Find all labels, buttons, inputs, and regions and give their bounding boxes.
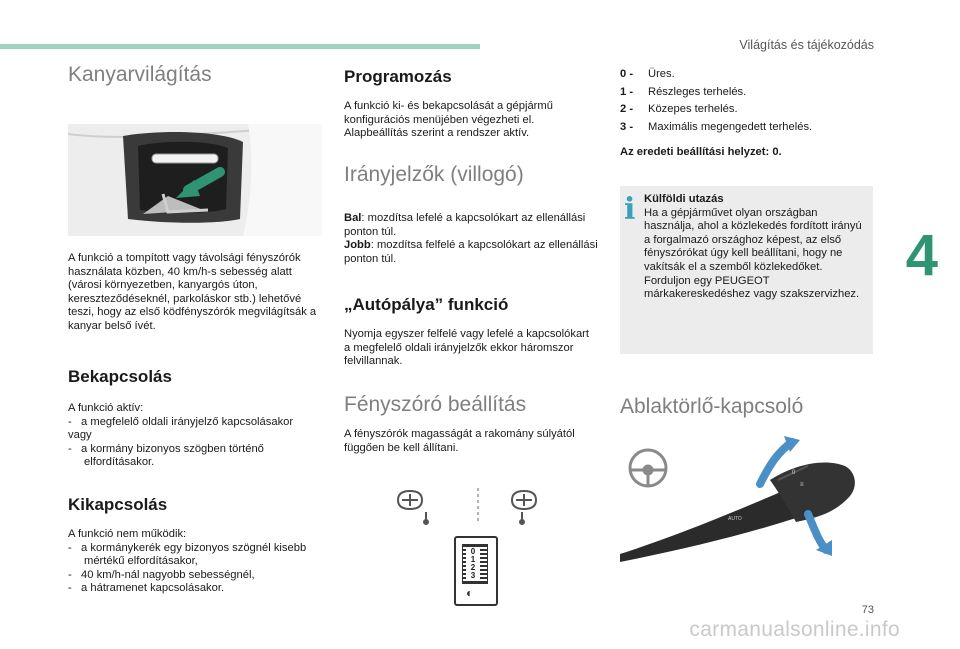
info-icon: i — [624, 192, 636, 227]
programozas-body: A funkció ki- és bekapcsolását a gépjármű konfigurációs menüjében végezheti el. Alapbeállítás szerint a rendszer aktív. — [344, 100, 553, 140]
fenyszoro-body: A fényszórók magasságát a rakomány súlyától függően be kell állítani. — [344, 428, 575, 454]
info-box-kulfoldi-utazas — [620, 186, 873, 354]
list-item: 2 - Közepes terhelés. — [620, 103, 738, 115]
list-item: vagy — [68, 429, 92, 442]
headlamp-icons — [392, 486, 562, 526]
iranyjelzok-section — [344, 162, 598, 266]
heading-programozas: Programozás — [344, 67, 452, 86]
heading-ablaktorlo: Ablaktörlő-kapcsoló — [620, 395, 804, 418]
jobb-text: : mozdítsa felfelé a kapcsolókart az ellenállási ponton túl. — [344, 239, 598, 265]
bal-text: : mozdítsa lefelé a kapcsolókart az ellenállási ponton túl. — [344, 212, 586, 238]
terheles-section — [620, 66, 874, 160]
steering-wheel-icon — [630, 450, 666, 486]
header-rule — [0, 44, 480, 49]
bal-label: Bal — [344, 212, 362, 224]
stalk-mark-1: ≡ — [800, 482, 804, 488]
kikapcsolas-section — [68, 494, 322, 596]
list-item: - a hátramenet kapcsolásakor. — [68, 582, 225, 595]
heading-bekapcsolas: Bekapcsolás — [68, 367, 172, 386]
jobb-instruction — [344, 239, 598, 266]
list-item: 1 - Részleges terhelés. — [620, 85, 747, 98]
headlamp-level-icon: ◐ — [466, 586, 474, 600]
stalk-auto-label: AUTO — [728, 516, 742, 522]
kanyar-text — [68, 252, 322, 334]
bal-instruction — [344, 212, 598, 239]
info-body: Ha a gépjárművet olyan országban használja, ahol a közlekedés fordított irányú a forgalmazó országhoz képest, az első fényszórókat úgy kell beállítani, hogy ne vakítsák el a szemből közlekedőket. Forduljon egy PEUGEOT márkakereskedéshez vagy szakszervizhez. — [644, 206, 862, 301]
bekapcsolas-intro: A funkció aktív: — [68, 402, 144, 414]
ablaktorlo-section — [620, 394, 874, 420]
stalk-mark-0: 0 — [792, 470, 796, 476]
kanyar-body: A funkció a tompított vagy távolsági fényszórók használata közben, 40 km/h-s sebesség alatt (városi környezetben, kanyargós úton, kereszteződéseknél, parkoláskor stb.) lehetővé teszi, hogy az első ködfényszórók megvilágítsák a kanyar belső ívét. — [68, 252, 317, 332]
info-title: Külföldi utazás — [644, 193, 724, 205]
column-1 — [68, 62, 320, 88]
heading-autopalya: „Autópálya” funkció — [344, 295, 509, 314]
wiper-stalk-illustration — [620, 434, 874, 562]
heading-kanyarvilagitas: Kanyarvilágítás — [68, 63, 212, 86]
heading-kikapcsolas: Kikapcsolás — [68, 495, 168, 514]
autopalya-section — [344, 294, 598, 369]
dial-mark: 3 — [470, 571, 476, 580]
heading-fenyszoro: Fényszóró beállítás — [344, 393, 527, 416]
arrow-down-icon — [808, 514, 826, 550]
dial-mark: 1 — [470, 555, 476, 564]
heading-iranyjelzok: Irányjelzők (villogó) — [344, 163, 524, 186]
info-text — [644, 193, 868, 302]
programozas-section — [344, 66, 598, 141]
list-item: 0 - Üres. — [620, 68, 675, 80]
list-item: - a kormány bizonyos szögben történő elfordításakor. — [68, 442, 264, 469]
fog-lamp-illustration — [68, 124, 322, 236]
headlamp-adjust-dial — [454, 536, 498, 606]
default-setting: Az eredeti beállítási helyzet: 0. — [620, 146, 782, 158]
dial-mark: 0 — [470, 547, 476, 556]
page-number: 73 — [861, 604, 874, 616]
list-item: - 40 km/h-nál nagyobb sebességnél, — [68, 568, 255, 581]
watermark: carmanualsonline.info — [689, 618, 900, 641]
chapter-number: 4 — [905, 223, 938, 288]
dial-mark: 2 — [470, 563, 476, 572]
kikapcsolas-intro: A funkció nem működik: — [68, 528, 187, 540]
bekapcsolas-section — [68, 366, 322, 470]
fenyszoro-section — [344, 392, 598, 455]
list-item: 3 - Maximális megengedett terhelés. — [620, 120, 813, 133]
dial-marks — [466, 548, 480, 580]
list-item: - a megfelelő oldali irányjelző kapcsolásakor — [68, 415, 294, 428]
headlamp-right-icon — [512, 491, 536, 524]
running-head: Világítás és tájékozódás — [739, 38, 874, 52]
autopalya-body: Nyomja egyszer felfelé vagy lefelé a kapcsolókart a megfelelő oldali irányjelzők ekkor háromszor felvillannak. — [344, 328, 589, 368]
jobb-label: Jobb — [344, 239, 371, 252]
list-item: - a kormánykerék egy bizonyos szögnél kisebb mértékű elfordításakor, — [68, 541, 307, 568]
headlamp-left-icon — [398, 491, 428, 524]
